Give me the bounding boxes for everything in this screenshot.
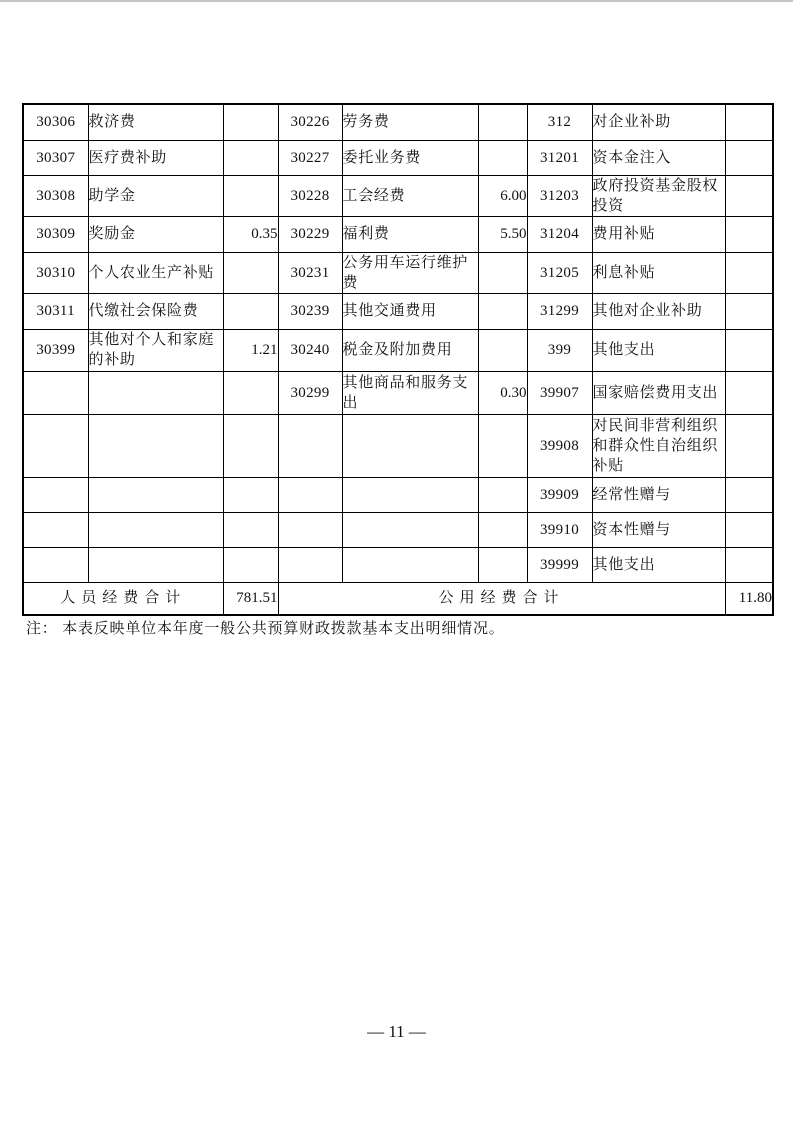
amount-cell	[223, 140, 278, 175]
code-cell	[23, 414, 88, 477]
code-cell: 31203	[527, 175, 592, 216]
item-name-cell	[88, 414, 223, 477]
item-name-cell	[342, 477, 478, 512]
code-cell: 30306	[23, 104, 88, 140]
code-cell	[278, 512, 342, 547]
code-cell: 30299	[278, 371, 342, 414]
table-note: 注： 本表反映单位本年度一般公共预算财政拨款基本支出明细情况。	[26, 621, 505, 637]
item-name-cell	[88, 547, 223, 582]
code-cell: 39999	[527, 547, 592, 582]
amount-cell	[725, 329, 773, 371]
item-name-cell: 国家赔偿费用支出	[592, 371, 725, 414]
amount-cell	[478, 252, 527, 293]
amount-cell	[478, 329, 527, 371]
code-cell	[23, 477, 88, 512]
code-cell: 30308	[23, 175, 88, 216]
item-name-cell	[342, 512, 478, 547]
table-row	[23, 175, 773, 216]
item-name-cell: 对民间非营利组织和群众性自治组织补贴	[592, 414, 725, 477]
code-cell: 312	[527, 104, 592, 140]
code-cell: 31299	[527, 293, 592, 329]
item-name-cell: 政府投资基金股权投资	[592, 175, 725, 216]
amount-cell	[725, 140, 773, 175]
table-row	[23, 140, 773, 175]
amount-cell: 6.00	[478, 175, 527, 216]
code-cell: 30240	[278, 329, 342, 371]
item-name-cell: 资本金注入	[592, 140, 725, 175]
code-cell: 30231	[278, 252, 342, 293]
amount-cell	[223, 414, 278, 477]
code-cell: 31204	[527, 216, 592, 252]
amount-cell	[725, 512, 773, 547]
amount-cell: 0.30	[478, 371, 527, 414]
amount-cell	[223, 477, 278, 512]
item-name-cell: 其他对企业补助	[592, 293, 725, 329]
amount-cell	[478, 547, 527, 582]
code-cell: 30227	[278, 140, 342, 175]
item-name-cell: 工会经费	[342, 175, 478, 216]
item-name-cell: 利息补贴	[592, 252, 725, 293]
item-name-cell: 其他商品和服务支出	[342, 371, 478, 414]
table-row	[23, 547, 773, 582]
code-cell: 30226	[278, 104, 342, 140]
item-name-cell: 其他对个人和家庭的补助	[88, 329, 223, 371]
personnel-total-label: 人员经费合计	[23, 582, 223, 615]
page-number: — 11 —	[367, 1022, 426, 1041]
code-cell: 30310	[23, 252, 88, 293]
amount-cell	[478, 512, 527, 547]
amount-cell	[725, 175, 773, 216]
item-name-cell: 其他支出	[592, 547, 725, 582]
item-name-cell	[88, 512, 223, 547]
item-name-cell: 税金及附加费用	[342, 329, 478, 371]
item-name-cell: 对企业补助	[592, 104, 725, 140]
table-footer-row	[23, 582, 773, 615]
item-name-cell: 公务用车运行维护费	[342, 252, 478, 293]
code-cell	[23, 371, 88, 414]
table-row	[23, 477, 773, 512]
amount-cell: 5.50	[478, 216, 527, 252]
code-cell: 30228	[278, 175, 342, 216]
amount-cell	[725, 293, 773, 329]
amount-cell	[725, 252, 773, 293]
public-total-value: 11.80	[725, 582, 773, 615]
public-total-label: 公用经费合计	[278, 582, 725, 615]
code-cell: 31205	[527, 252, 592, 293]
code-cell: 31201	[527, 140, 592, 175]
code-cell	[278, 547, 342, 582]
item-name-cell: 福利费	[342, 216, 478, 252]
item-name-cell: 助学金	[88, 175, 223, 216]
item-name-cell: 奖励金	[88, 216, 223, 252]
item-name-cell: 费用补贴	[592, 216, 725, 252]
table-row	[23, 329, 773, 371]
code-cell	[23, 512, 88, 547]
code-cell: 39908	[527, 414, 592, 477]
code-cell: 30229	[278, 216, 342, 252]
amount-cell	[223, 547, 278, 582]
item-name-cell: 个人农业生产补贴	[88, 252, 223, 293]
amount-cell	[725, 414, 773, 477]
amount-cell	[725, 104, 773, 140]
code-cell: 39907	[527, 371, 592, 414]
amount-cell	[223, 252, 278, 293]
table-row	[23, 512, 773, 547]
code-cell: 30309	[23, 216, 88, 252]
table-row	[23, 371, 773, 414]
item-name-cell: 救济费	[88, 104, 223, 140]
code-cell	[23, 547, 88, 582]
amount-cell	[478, 477, 527, 512]
item-name-cell	[342, 414, 478, 477]
code-cell: 30399	[23, 329, 88, 371]
personnel-total-value: 781.51	[223, 582, 278, 615]
table-row	[23, 252, 773, 293]
item-name-cell: 其他支出	[592, 329, 725, 371]
amount-cell	[223, 371, 278, 414]
item-name-cell	[88, 371, 223, 414]
budget-detail-table	[22, 103, 774, 616]
code-cell	[278, 477, 342, 512]
item-name-cell: 医疗费补助	[88, 140, 223, 175]
table-row	[23, 293, 773, 329]
code-cell: 30311	[23, 293, 88, 329]
item-name-cell: 委托业务费	[342, 140, 478, 175]
amount-cell	[478, 293, 527, 329]
item-name-cell	[88, 477, 223, 512]
amount-cell: 0.35	[223, 216, 278, 252]
item-name-cell	[342, 547, 478, 582]
amount-cell	[223, 104, 278, 140]
table-row	[23, 216, 773, 252]
code-cell: 39909	[527, 477, 592, 512]
table-row	[23, 104, 773, 140]
amount-cell	[478, 104, 527, 140]
code-cell: 39910	[527, 512, 592, 547]
item-name-cell: 其他交通费用	[342, 293, 478, 329]
item-name-cell: 经常性赠与	[592, 477, 725, 512]
table-row	[23, 414, 773, 477]
amount-cell	[478, 140, 527, 175]
amount-cell: 1.21	[223, 329, 278, 371]
code-cell: 30307	[23, 140, 88, 175]
amount-cell	[725, 477, 773, 512]
amount-cell	[478, 414, 527, 477]
code-cell	[278, 414, 342, 477]
item-name-cell: 劳务费	[342, 104, 478, 140]
amount-cell	[223, 293, 278, 329]
item-name-cell: 资本性赠与	[592, 512, 725, 547]
code-cell: 399	[527, 329, 592, 371]
item-name-cell: 代缴社会保险费	[88, 293, 223, 329]
amount-cell	[725, 371, 773, 414]
code-cell: 30239	[278, 293, 342, 329]
amount-cell	[223, 512, 278, 547]
amount-cell	[725, 216, 773, 252]
amount-cell	[725, 547, 773, 582]
amount-cell	[223, 175, 278, 216]
